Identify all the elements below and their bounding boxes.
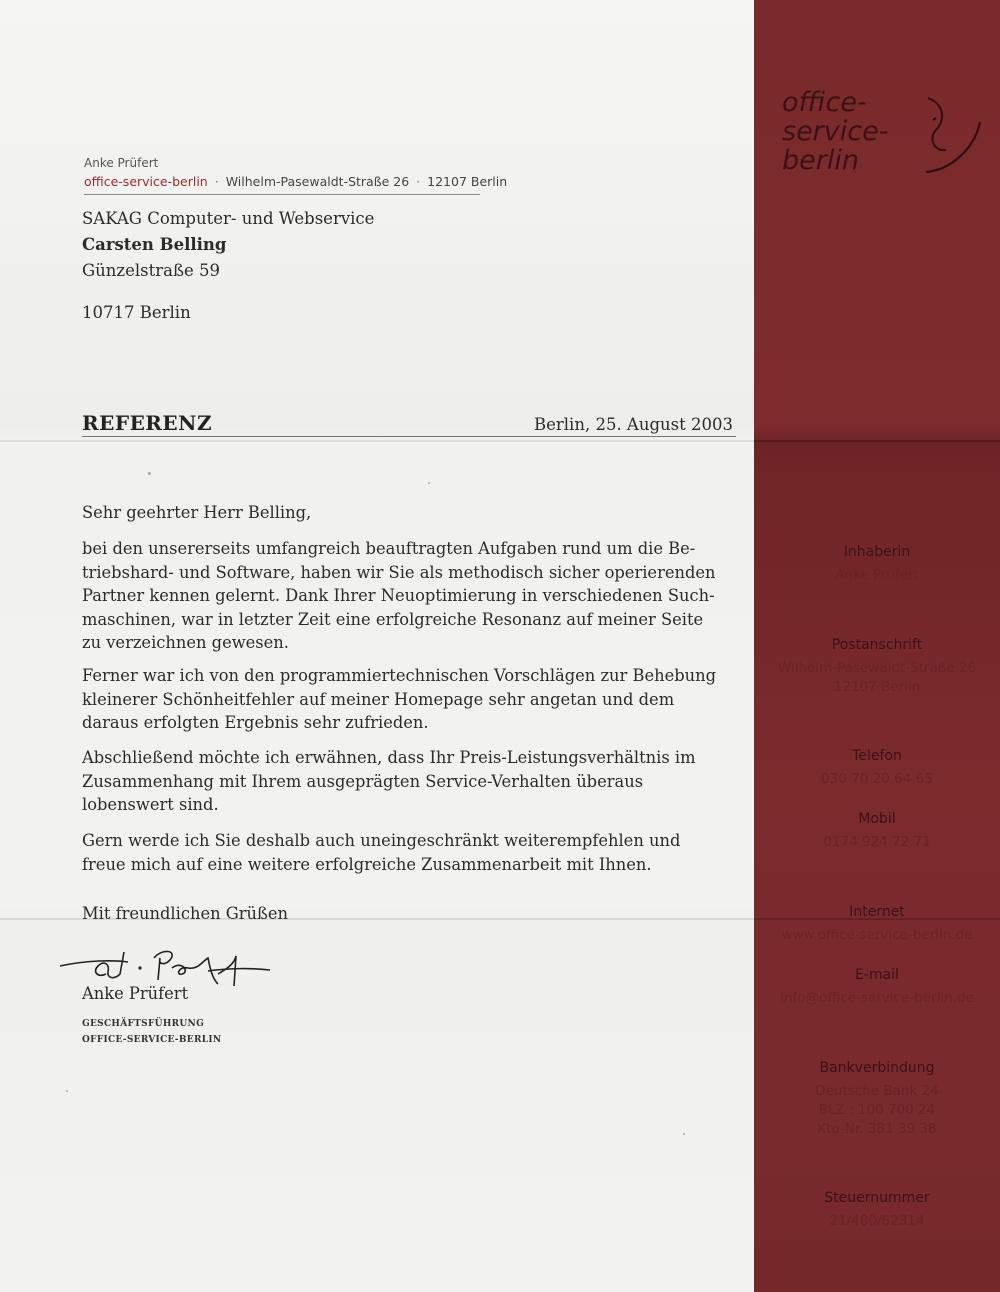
owner-label: Inhaberin: [843, 544, 911, 560]
body-line: Partner kennen gelernt. Dank Ihrer Neuoptimierung in verschiedenen Such-: [82, 586, 715, 606]
closing: Mit freundlichen Grüßen: [82, 904, 289, 923]
body-paragraph: [82, 664, 732, 735]
phone-value: 030 70 20 64 65: [821, 771, 933, 787]
sender-rule: [84, 194, 480, 195]
paper-speck: [148, 472, 151, 475]
body-paragraph: [82, 746, 732, 817]
logo-swirl-icon: [916, 90, 986, 180]
bank-line: Deutsche Bank 24: [815, 1083, 939, 1099]
body-line: zu verzeichnen gewesen.: [82, 633, 289, 653]
recipient-city: 10717 Berlin: [82, 303, 191, 322]
email-value: info@office-service-berlin.de: [780, 990, 974, 1006]
postal-line: 12107 Berlin: [833, 679, 921, 695]
signer-role: GESCHÄFTSFÜHRUNG: [82, 1019, 205, 1029]
paper-speck: [683, 1133, 685, 1135]
bank-label: Bankverbindung: [819, 1060, 935, 1076]
body-line: Zusammenhang mit Ihrem ausgeprägten Service-Verhalten überaus: [82, 771, 644, 791]
phone-block: [754, 748, 1000, 789]
paper-speck: [66, 1090, 68, 1092]
body-paragraph: [82, 829, 732, 876]
recipient-name: Carsten Belling: [82, 235, 227, 254]
sender-name: Anke Prüfert: [84, 156, 159, 170]
internet-value: www.office-service-berlin.de: [781, 927, 973, 943]
tax-label: Steuernummer: [824, 1190, 930, 1206]
body-line: triebshard- und Software, haben wir Sie als methodisch sicher operierenden: [82, 562, 716, 582]
internet-block: [754, 904, 1000, 945]
bank-line: Kto-Nr. 381 39 38: [817, 1121, 937, 1137]
sender-street: Wilhelm-Pasewaldt-Straße 26: [225, 174, 410, 189]
postal-label: Postanschrift: [831, 637, 923, 653]
body-paragraph: [82, 537, 732, 655]
recipient-street: Günzelstraße 59: [82, 261, 221, 280]
owner-block: [754, 544, 1000, 585]
body-line: lobenswert sind.: [82, 795, 219, 815]
logo-line: berlin: [782, 145, 859, 176]
bank-line: BLZ : 100 700 24: [818, 1102, 936, 1118]
phone-label: Telefon: [852, 748, 902, 764]
email-block: [754, 967, 1000, 1008]
owner-value: Anke Prüfert: [835, 567, 919, 583]
mobile-block: [754, 811, 1000, 852]
email-label: E-mail: [855, 967, 899, 983]
signer-name: Anke Prüfert: [82, 984, 189, 1003]
body-line: maschinen, war in letzter Zeit eine erfolgreiche Resonanz auf meiner Seite: [82, 609, 704, 629]
mobile-value: 0174 924 72 71: [823, 834, 931, 850]
body-line: freue mich auf eine weitere erfolgreiche Zusammenarbeit mit Ihnen.: [82, 854, 652, 874]
salutation: Sehr geehrter Herr Belling,: [82, 503, 312, 522]
letter-date: Berlin, 25. August 2003: [534, 415, 733, 434]
title-rule: [82, 436, 736, 437]
postal-line: Wilhelm-Pasewaldt-Straße 26: [777, 660, 977, 676]
tax-value: 21/480/62314: [829, 1213, 925, 1229]
bank-block: [754, 1060, 1000, 1139]
body-line: daraus erfolgten Ergebnis sehr zufrieden.: [82, 713, 429, 733]
signer-company: OFFICE-SERVICE-BERLIN: [82, 1035, 222, 1045]
logo-line: office-: [782, 87, 867, 118]
mobile-label: Mobil: [858, 811, 896, 827]
fold-line: [754, 440, 1000, 442]
internet-label: Internet: [849, 904, 905, 920]
tax-block: [754, 1190, 1000, 1231]
fold-line: [0, 440, 754, 442]
paper-speck: [428, 482, 430, 484]
postal-block: [754, 637, 1000, 697]
body-line: kleinerer Schönheitfehler auf meiner Homepage sehr angetan und dem: [82, 689, 675, 709]
body-line: Abschließend möchte ich erwähnen, dass Ihr Preis-Leistungsverhältnis im: [82, 748, 696, 767]
body-line: Gern werde ich Sie deshalb auch uneingeschränkt weiterempfehlen und: [82, 831, 681, 850]
body-line: bei den unsererseits umfangreich beauftragten Aufgaben rund um die Be-: [82, 539, 696, 558]
recipient-company: SAKAG Computer- und Webservice: [82, 209, 375, 228]
sender-brand: office-service-berlin: [84, 174, 208, 189]
document-title: REFERENZ: [82, 411, 213, 435]
sender-city: 12107 Berlin: [427, 174, 508, 189]
sender-address-line: office-service-berlin · Wilhelm-Pasewaldt-Straße 26 · 12107 Berlin: [84, 174, 508, 189]
logo-line: service-: [782, 116, 889, 147]
body-line: Ferner war ich von den programmiertechnischen Vorschlägen zur Behebung: [82, 666, 717, 685]
